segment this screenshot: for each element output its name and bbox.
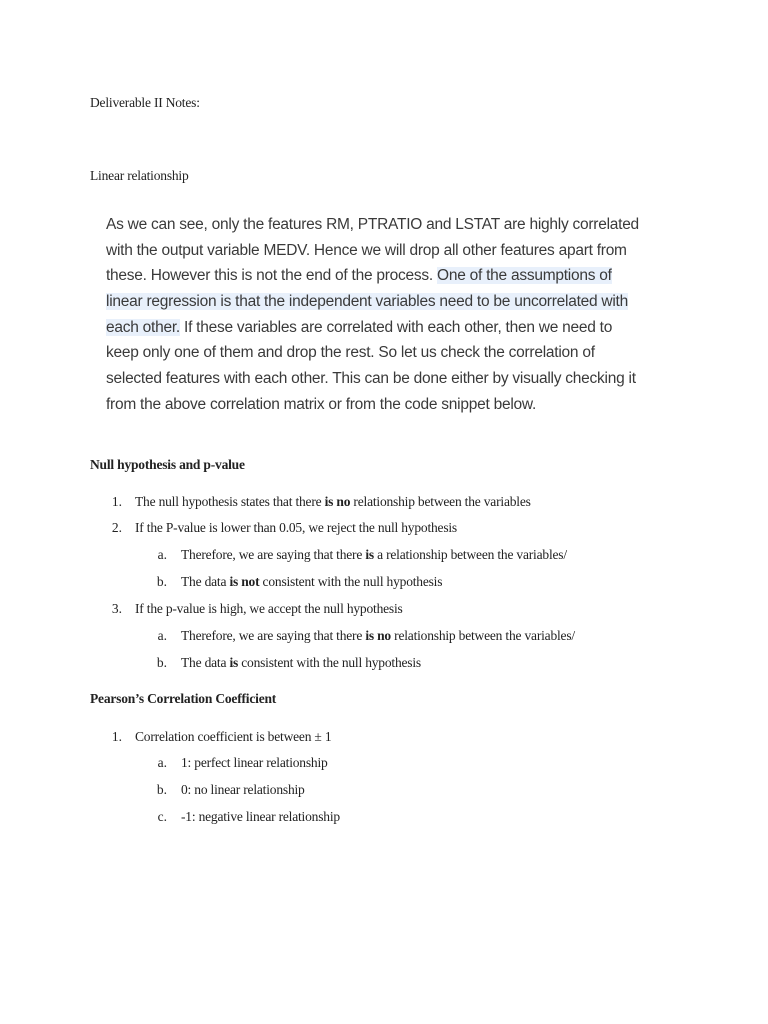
excerpt-line	[106, 263, 646, 289]
excerpt-line	[106, 315, 646, 341]
list-item: Correlation coefficient is between ± 1	[135, 729, 332, 744]
list-letter: b.	[156, 782, 167, 797]
list-number: 1.	[111, 729, 122, 744]
list-number: 2.	[111, 520, 122, 535]
list-subitem: Therefore, we are saying that there is a relationship between the variables/	[181, 547, 567, 562]
excerpt-line: As we can see, only the features RM, PTRATIO and LSTAT are highly correlated	[106, 216, 639, 233]
list-letter: a.	[157, 755, 167, 770]
excerpt-text: If these variables are correlated with each other, then we need to	[179, 318, 613, 336]
list-subitem: Therefore, we are saying that there is no relationship between the variables/	[181, 628, 575, 643]
list-subitem: -1: negative linear relationship	[181, 809, 340, 824]
list-letter: a.	[157, 547, 167, 562]
list-letter: c.	[157, 809, 167, 824]
highlighted-text: linear regression is that the independent variables need to be uncorrelated with	[106, 293, 628, 311]
list-number: 3.	[111, 601, 122, 616]
list-item: If the P-value is lower than 0.05, we reject the null hypothesis	[135, 520, 457, 535]
list-item: The null hypothesis states that there is no relationship between the variables	[135, 494, 531, 509]
document-title: Deliverable II Notes:	[90, 95, 200, 110]
excerpt-text: these. However this is not the end of the process.	[106, 267, 438, 285]
list-number: 1.	[111, 494, 122, 509]
pearson-heading: Pearson’s Correlation Coefficient	[90, 691, 277, 706]
excerpt-line: from the above correlation matrix or from the code snippet below.	[106, 395, 537, 413]
list-subitem: 1: perfect linear relationship	[181, 755, 328, 770]
excerpt-line: selected features with each other. This can be done either by visually checking it	[106, 370, 636, 388]
quoted-excerpt	[106, 212, 646, 418]
list-subitem: The data is consistent with the null hypothesis	[181, 655, 421, 670]
list-letter: b.	[156, 655, 167, 670]
list-item: If the p-value is high, we accept the null hypothesis	[135, 601, 403, 616]
list-subitem: The data is not consistent with the null hypothesis	[181, 574, 443, 589]
list-letter: b.	[156, 574, 167, 589]
highlighted-text: One of the assumptions of	[437, 267, 612, 285]
excerpt-line	[106, 289, 646, 315]
list-subitem: 0: no linear relationship	[181, 782, 305, 797]
excerpt-line: with the output variable MEDV. Hence we will drop all other features apart from	[106, 241, 627, 259]
highlighted-text: each other.	[106, 318, 180, 336]
list-letter: a.	[157, 628, 167, 643]
excerpt-line: keep only one of them and drop the rest. So let us check the correlation of	[106, 344, 595, 362]
null-hypothesis-heading: Null hypothesis and p-value	[90, 457, 245, 472]
linear-relationship-heading: Linear relationship	[90, 168, 189, 183]
